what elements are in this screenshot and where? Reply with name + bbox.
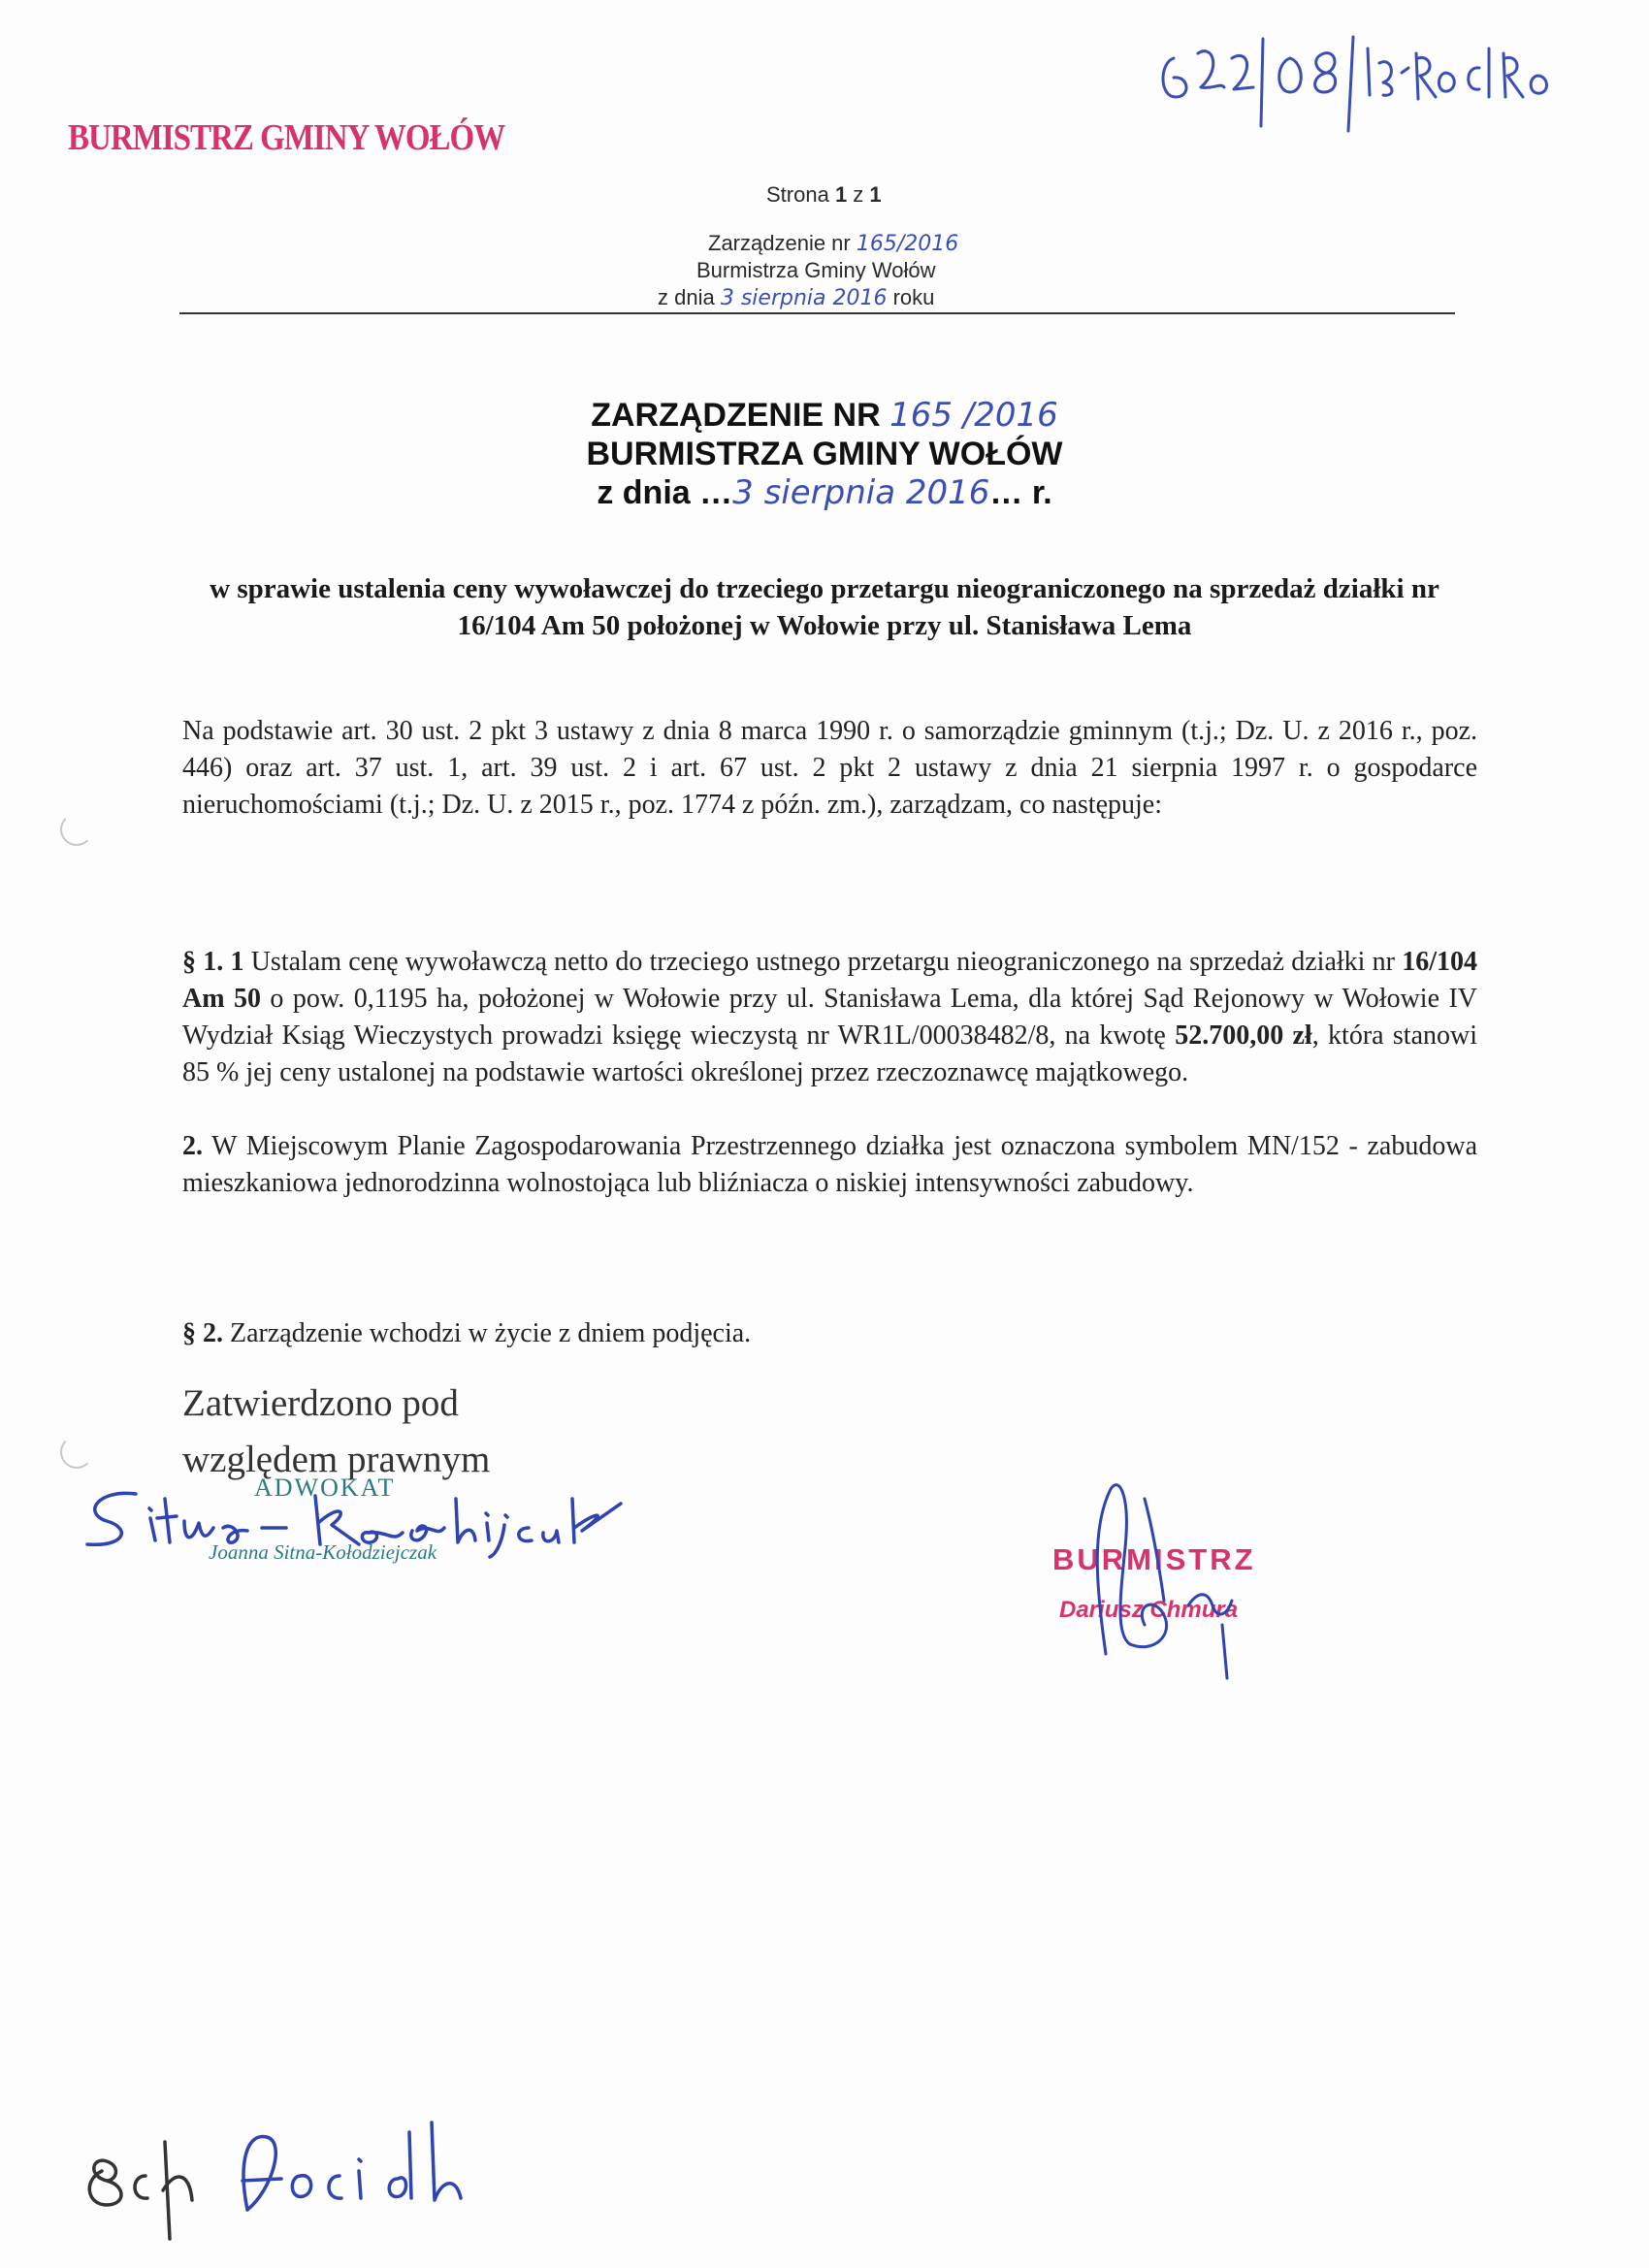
header-ordinance-number: Zarządzenie nr 165/2016 [708, 231, 959, 256]
lawyer-signature [78, 1484, 660, 1562]
title-line-date: z dnia …3 sierpnia 2016… r. [597, 473, 1052, 512]
punch-hole-lower [60, 1436, 93, 1469]
handwritten-ordinance-number: 165/2016 [856, 232, 959, 256]
header-divider [179, 312, 1455, 314]
section-1-paragraph-2: 2. W Miejscowym Planie Zagospodarowania Przestrzennego działka jest oznaczona symbolem MN/152 - zabudowa mieszkaniowa jednorodzinna wolnostojąca lub bliźniacza o niskiej intensywności zabudowy. [182, 1131, 1477, 1198]
handwritten-initials [78, 2103, 504, 2249]
handwritten-title-date: 3 sierpnia 2016 [732, 473, 990, 512]
title-line-ordinance: ZARZĄDZENIE NR 165 /2016 [591, 396, 1058, 435]
page-indicator: Strona 1 z 1 [766, 182, 882, 207]
title-line-issuer: BURMISTRZA GMINY WOŁÓW [586, 436, 1063, 472]
header-issuer: Burmistrza Gminy Wołów [696, 258, 936, 282]
handwritten-header-date: 3 sierpnia 2016 [720, 286, 888, 310]
lawyer-stamp-name: Joanna Sitna-Kołodziejczak [209, 1540, 437, 1564]
lawyer-stamp-label: ADWOKAT [254, 1474, 396, 1502]
punch-hole-upper [60, 813, 93, 846]
section-2-paragraph: § 2. Zarządzenie wchodzi w życie z dniem podjęcia. [182, 1318, 752, 1348]
mayor-stamp-title: BURMISTRZ [1052, 1542, 1256, 1576]
document-subject: w sprawie ustalenia ceny wywoławczej do trzeciego przetargu nieograniczonego na sprzedaż działki nr 16/104 Am 50 położonej w Wołowie przy ul. Stanisława Lema [210, 573, 1439, 641]
mayor-stamp-name: Dariusz Chmura [1059, 1597, 1239, 1623]
legal-basis-paragraph: Na podstawie art. 30 ust. 2 pkt 3 ustawy z dnia 8 marca 1990 r. o samorządzie gminnym (t.j.; Dz. U. z 2016 r., poz. 446) oraz art. 37 ust. 1, art. 39 ust. 2 i art. 67 ust. 2 pkt 2 ustawy z dnia 21 sierpnia 1997 r. o gospodarce nieruchomościami (t.j.; Dz. U. z 2015 r., poz. 1774 z późn. zm.), zarządzam, co następuje: [182, 716, 1477, 820]
handwritten-registry-number [1154, 29, 1581, 136]
handwritten-title-number: 165 /2016 [889, 396, 1058, 435]
document-title [0, 396, 1649, 512]
legal-approval-stamp: Zatwierdzono pod względem prawnym [182, 1382, 491, 1480]
section-1-paragraph-1: § 1. 1 Ustalam cenę wywoławczą netto do trzeciego ustnego przetargu nieograniczonego na sprzedaż działki nr 16/104 Am 50 o pow. 0,1195 ha, położonej w Wołowie przy ul. Stanisława Lema, dla której Sąd Rejonowy w Wołowie IV Wydział Ksiąg Wieczystych prowadzi księgę wieczystą nr WR1L/00038482/8, na kwotę 52.700,00 zł, która stanowi 85 % jej ceny ustalonej na podstawie wartości określonej przez rzeczoznawcę majątkowego. [182, 947, 1477, 1087]
issuer-stamp: BURMISTRZ GMINY WOŁÓW [68, 118, 505, 159]
header-date: z dnia 3 sierpnia 2016 roku [658, 285, 935, 310]
mayor-signature [1038, 1470, 1329, 1683]
